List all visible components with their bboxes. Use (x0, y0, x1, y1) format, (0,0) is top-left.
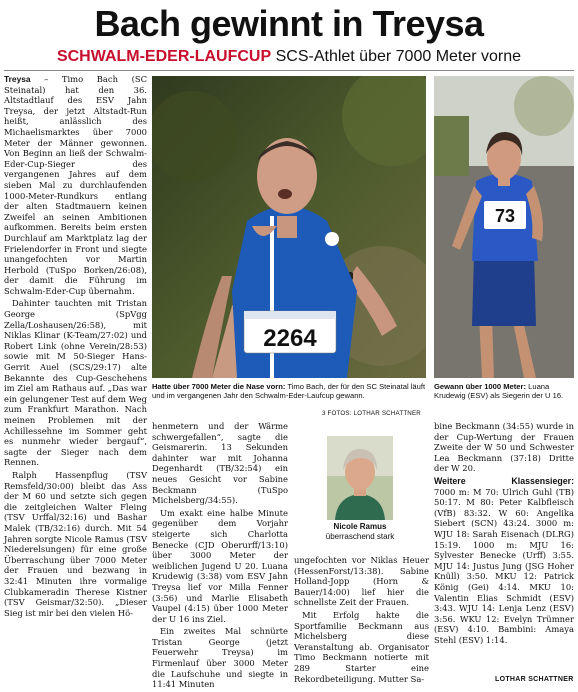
portrait-subtitle: überraschend stark (325, 532, 395, 541)
portrait-photo (327, 436, 393, 520)
article-column-4 (434, 421, 574, 647)
caption-highlight: Gewann über 1000 Meter: (434, 382, 527, 391)
main-runner-photo (152, 76, 426, 378)
paragraph: Mit Erfolg hakte die Sportfamilie Beckmann aus Michelsberg diese Veranstaltung ab. Organisator Timo Beckmann notierte mit 289 Starter eine Rekordbeteiligung. Mutter Sa- (294, 609, 429, 684)
main-photo-caption (152, 382, 426, 401)
dateline: Treysa (4, 74, 31, 84)
caption-highlight: Hatte über 7000 Meter die Nase vorn: (152, 382, 286, 391)
header-divider (4, 70, 574, 71)
paragraph: ungefochten vor Niklas Heuer (HessenForst/13:38). Sabine Holland-Jopp (Horn & Bauer/14:00) lief hier die schnellste Zeit der Frauen. (294, 555, 429, 608)
paragraph: Ein zweites Mal schnürte Tristan George (jetzt Feuerwehr Treysa) im Firmenlauf über 3000 Meter die Laufschuhe und siegte in 11:41 Minuten (152, 626, 288, 690)
runner-illustration (152, 76, 426, 378)
article-column-2 (152, 421, 288, 692)
headline: Bach gewinnt in Treysa (94, 3, 484, 44)
portrait-name: Nicole Ramus (333, 522, 387, 531)
junior-runner-illustration (434, 76, 574, 378)
author-byline: LOTHAR SCHATTNER (495, 676, 574, 683)
paragraph: bine Beckmann (34:55) wurde in der Cup-Wertung der Frauen Zweite der W 50 und Schwester Lea Beckmann (37:18) Dritte der W 20. (434, 421, 574, 474)
lead-paragraph (4, 74, 147, 296)
paragraph: henmetern und der Wärme schwergefallen“, sagte die Geismarerin. 13 Sekunden dahinter war mit Johanna Degenhardt (TB/32:54) ein neues Gesicht vor Sabine Beckmann (TuSpo Michelsberg/34:55). (152, 421, 288, 506)
portrait-caption (298, 522, 422, 542)
side-photo-caption (434, 382, 574, 401)
portrait-illustration (327, 436, 393, 520)
photo-credit: 3 FOTOS: LOTHAR SCHATTNER (322, 410, 421, 417)
paragraph: Um exakt eine halbe Minute gegenüber dem Vorjahr steigerte sich Charlotta Benecke (CJD Oberurff/13:10) über 3000 Meter der weiblichen Jugend U 20. Luana Krudewig (3:38) vom ESV Jahn Treysa lief vor Milla Fenner (3:56) und Marlie Elisabeth Vaupel (4:15) über 1000 Meter der U 16 ins Ziel. (152, 507, 288, 624)
article-column-3 (294, 555, 429, 686)
kicker-label: SCHWALM-EDER-LAUFCUP (56, 48, 272, 65)
kicker-text: SCS-Athlet über 7000 Meter vorne (275, 48, 522, 65)
caption-text: Luana Krudewig (ESV) als Siegerin der U 16. (434, 382, 564, 401)
results-box-title: Weitere Klassensieger: (434, 475, 574, 486)
results-list: 7000 m: M 70: Ulrich Guhl (TB) 50:17. M 80: Peter Kalbfleisch (VfB) 83:32. W 60: Angelika Siebert (SCN) 43:24. 3000 m: WJU 18: Sarah Eisenach (DLRG) 15:19. 1000 m: MJU 16: Sylvester Benecke (Urff) 3:55. MJU 14: Justus Jung (JSG Hoher Knüll) 3:50. MKU 12: Patrick König (Gei) 4:14. MKU 10: Valentin Elias Schmidt (ESV) 3:43. WJU 14: Lenja Lenz (ESV) 3:56. WKU 12: Evelyn Trümner (ESV) 4:10. Bambini: Amaya Stehl (ESV) 1:14. (434, 486, 574, 645)
caption-text: Timo Bach, der für den SC Steinatal läuft und im vergangenen Jahr den Schwalm-Eder-Laufcup gewann. (152, 382, 426, 401)
paragraph: Dahinter tauchten mit Tristan George (SpVgg Zella/Loshausen/26:58), mit Niklas Klinar (K-Team/27:02) und Robert Link (ohne Verein/28:53) sowie mit M 50-Sieger Hans-Gerrit Auel (SCS/29:17) alte Bekannte des Cup-Geschehens im Ziel am Rathaus auf. „Das war ein gelungener Test auf dem Weg zum Frankfurt Marathon. Nach meinen Problemen mit der Achillessehne im Sommer geht es nunmehr wieder bergauf“, sagte der Sieger nach dem Rennen. (4, 298, 147, 468)
junior-bib-number: 73 (494, 206, 516, 226)
article-column-1 (4, 74, 147, 620)
junior-runner-photo (434, 76, 574, 378)
kicker (0, 47, 578, 67)
lead-text: – Timo Bach (SC Steinatal) hat den 36. Altstadtlauf des ESV Jahn Treysa, der jetzt Altstadt-Run heißt, anlässlich des Michaelismarktes über 7000 Meter der Männer gewonnen. Von Beginn an ließ der Schwalm-Eder-Cup-Sieger des vergangenen Jahres auf dem sieben Mal zu durchlaufenden 1000-Meter-Rundkurs entlang der alten Stadtmauern keinen Zweifel an seinen Ambitionen aufkommen. Bereits beim ersten Durchlauf am Marktplatz lag der Frielendorfer in Front und siegte unangefochten vor Martin Herbold (TuSpo Borken/26:08), der damit die Führung im Schwalm-Eder-Cup übernahm. (4, 74, 147, 296)
bib-number: 2264 (263, 325, 317, 352)
paragraph: Ralph Hassenpflug (TSV Remsfeld/30:00) bleibt das Ass der M 60 und setzte sich gegen die zeitgleichen Walter Fleing (TSV Urffal/32:16) und Bashar Malek (TB/32:16) durch. Mit 54 Jahren sorgte Nicole Ramus (TSV Niederelsungen) für eine große Überraschung über 7000 Meter der Frauen und bezwang in 32:41 Minuten ihre vormalige Clubkameradin Therese Kistner (TSV Geismar/32:50). „Dieser Sieg ist mir bei den vielen Hö- (4, 469, 147, 618)
